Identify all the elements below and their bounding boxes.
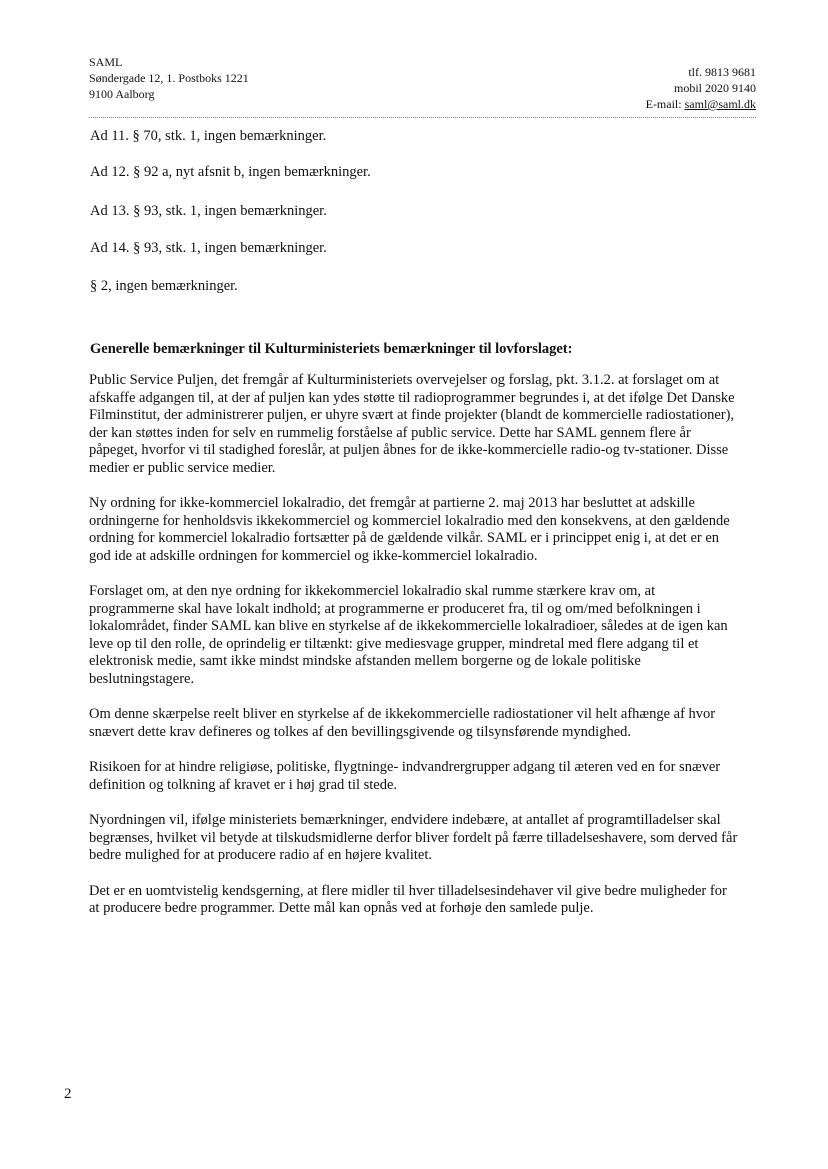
city-address: 9100 Aalborg [89,87,155,101]
paragraph: Det er en uomtvistelig kendsgerning, at flere midler til hver tilladelsesindehaver vil give bedre muligheder for at producere bedre programmer. Dette mål kan opnås ved at forhøje den samlede pulje. [89,882,727,916]
remark-item: Ad 14. § 93, stk. 1, ingen bemærkninger. [90,240,327,256]
letterhead-contact [646,64,756,112]
header-divider [89,117,756,118]
paragraph: Public Service Puljen, det fremgår af Kulturministeriets overvejelser og forslag, pkt. 3.1.2. at forslaget om at afskaffe adgangen til, at der af puljen kan ydes støtte til radioprogrammer begrundes i, at det ifølge Det Danske Filminstitut, der administrerer puljen, er uhyre svært at finde projekter (blandt de kommercielle radiostationer), der kan støttes inden for selv en rummelig forståelse af public service. Dette har SAML gennem flere år påpeget, hvorfor vi til stadighed foreslår, at puljen åbnes for de ikke-kommercielle radio-og tv-stationer. Disse medier er public service medier. [89,372,735,476]
remark-item: Ad 12. § 92 a, nyt afsnit b, ingen bemærkninger. [90,164,371,180]
phone-number: tlf. 9813 9681 [688,65,756,79]
paragraph: Om denne skærpelse reelt bliver en styrkelse af de ikkekommercielle radiostationer vil helt afhænge af hvor snævert dette krav defineres og tolkes af den bevillingsgivende og tilsynsførende myndighed. [89,706,716,740]
paragraph: Risikoen for at hindre religiøse, politiske, flygtninge- indvandrergrupper adgang til æteren ved en for snæver definition og tolkning af kravet er i høj grad til stede. [89,759,721,793]
email-line [646,96,756,112]
email-link[interactable]: saml@saml.dk [684,97,756,111]
paragraph: Ny ordning for ikke-kommerciel lokalradio, det fremgår at partierne 2. maj 2013 har besluttet at adskille ordningerne for henholdsvis ikkekommerciel og kommerciel lokalradio med den konsekvens, at den gældende ordning for kommerciel lokalradio fortsætter på de gældende vilkår. SAML er i princippet enig i, at det er en god ide at adskille ordningen for kommerciel og ikke-kommerciel lokalradio. [89,495,730,564]
remark-item: § 2, ingen bemærkninger. [90,278,238,294]
org-name: SAML [89,55,123,69]
section-heading: Generelle bemærkninger til Kulturministeriets bemærkninger til lovforslaget: [90,341,573,357]
mobile-number: mobil 2020 9140 [673,81,756,95]
letterhead-address [89,54,249,102]
paragraph: Forslaget om, at den nye ordning for ikkekommerciel lokalradio skal rumme stærkere krav om, at programmerne skal have lokalt indhold; at programmerne er produceret fra, til og om/med befolkningen i lokalområdet, finder SAML kan blive en styrkelse af de ikkekommercielle lokalradioer, således at de igen kan leve op til den rolle, de oprindelig er tiltænkt: give mediesvage grupper, mindretal med flere adgang til et elektronisk medie, samt ikke mindst mindske afstanden mellem borgerne og de lokale politiske beslutningstagere. [89,583,728,687]
page-number: 2 [64,1086,72,1102]
email-label: E-mail: [645,97,685,111]
remark-item: Ad 11. § 70, stk. 1, ingen bemærkninger. [90,128,327,144]
remark-item: Ad 13. § 93, stk. 1, ingen bemærkninger. [90,203,327,219]
paragraph: Nyordningen vil, ifølge ministeriets bemærkninger, endvidere indebære, at antallet af programtilladelser skal begrænses, hvilket vil betyde at tilskudsmidlerne derfor bliver fordelt på færre tilladelseshavere, som derved får bedre mulighed for at producere radio af en højere kvalitet. [89,812,738,863]
body-text [89,372,739,936]
street-address: Søndergade 12, 1. Postboks 1221 [89,71,249,85]
